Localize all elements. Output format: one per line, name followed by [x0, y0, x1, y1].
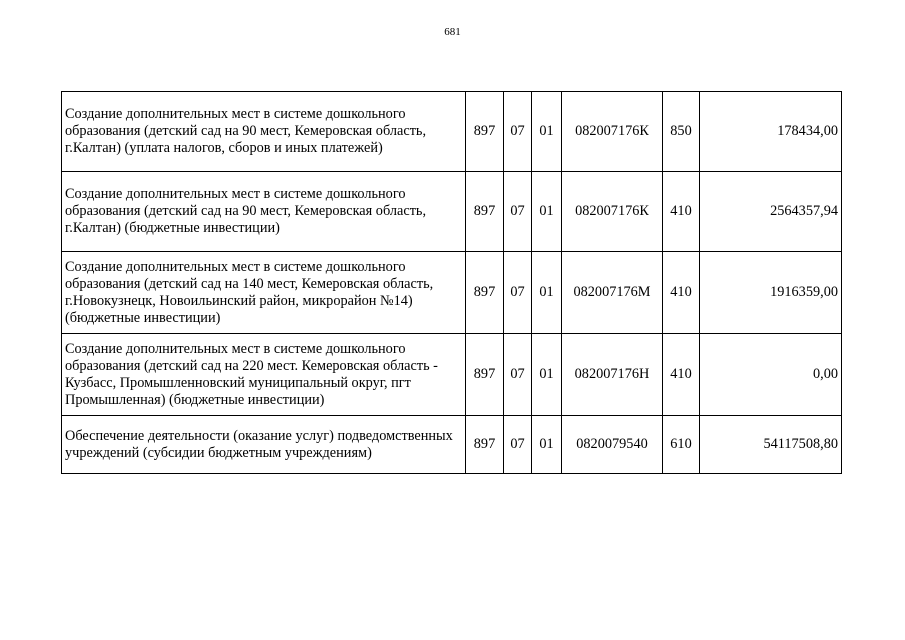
amount-cell: 178434,00 — [700, 92, 842, 172]
subsection-code-cell: 01 — [532, 172, 562, 252]
target-article-cell: 082007176К — [562, 172, 663, 252]
target-article-cell: 082007176М — [562, 252, 663, 334]
subsection-code-cell: 01 — [532, 252, 562, 334]
expense-type-cell: 410 — [663, 172, 700, 252]
expense-type-cell: 410 — [663, 252, 700, 334]
section-code-cell: 07 — [504, 416, 532, 474]
ministry-code-cell: 897 — [466, 334, 504, 416]
ministry-code-cell: 897 — [466, 92, 504, 172]
amount-cell: 1916359,00 — [700, 252, 842, 334]
amount-cell: 0,00 — [700, 334, 842, 416]
target-article-cell: 082007176К — [562, 92, 663, 172]
expense-type-cell: 410 — [663, 334, 700, 416]
description-cell: Создание дополнительных мест в системе дошкольного образования (детский сад на 140 мест, Кемеровская область, г.Новокузнецк, Новоильинский район, микрорайон №14) (бюджетные инвестиции) — [62, 252, 466, 334]
ministry-code-cell: 897 — [466, 416, 504, 474]
ministry-code-cell: 897 — [466, 252, 504, 334]
subsection-code-cell: 01 — [532, 334, 562, 416]
description-cell: Обеспечение деятельности (оказание услуг) подведомственных учреждений (субсидии бюджетным учреждениям) — [62, 416, 466, 474]
page-number: 681 — [444, 26, 461, 38]
table-row — [62, 92, 842, 172]
section-code-cell: 07 — [504, 334, 532, 416]
target-article-cell: 0820079540 — [562, 416, 663, 474]
table-row — [62, 172, 842, 252]
table-row — [62, 334, 842, 416]
target-article-cell: 082007176Н — [562, 334, 663, 416]
expense-type-cell: 610 — [663, 416, 700, 474]
section-code-cell: 07 — [504, 172, 532, 252]
expense-type-cell: 850 — [663, 92, 700, 172]
table-row — [62, 416, 842, 474]
description-cell: Создание дополнительных мест в системе дошкольного образования (детский сад на 220 мест. Кемеровская область - Кузбасс, Промышленновский муниципальный округ, пгт Промышленная) (бюджетные инвестиции) — [62, 334, 466, 416]
ministry-code-cell: 897 — [466, 172, 504, 252]
description-cell: Создание дополнительных мест в системе дошкольного образования (детский сад на 90 мест, Кемеровская область, г.Калтан) (уплата налогов, сборов и иных платежей) — [62, 92, 466, 172]
amount-cell: 2564357,94 — [700, 172, 842, 252]
budget-table — [61, 91, 842, 474]
subsection-code-cell: 01 — [532, 92, 562, 172]
section-code-cell: 07 — [504, 92, 532, 172]
section-code-cell: 07 — [504, 252, 532, 334]
amount-cell: 54117508,80 — [700, 416, 842, 474]
subsection-code-cell: 01 — [532, 416, 562, 474]
description-cell: Создание дополнительных мест в системе дошкольного образования (детский сад на 90 мест, Кемеровская область, г.Калтан) (бюджетные инвестиции) — [62, 172, 466, 252]
table-row — [62, 252, 842, 334]
